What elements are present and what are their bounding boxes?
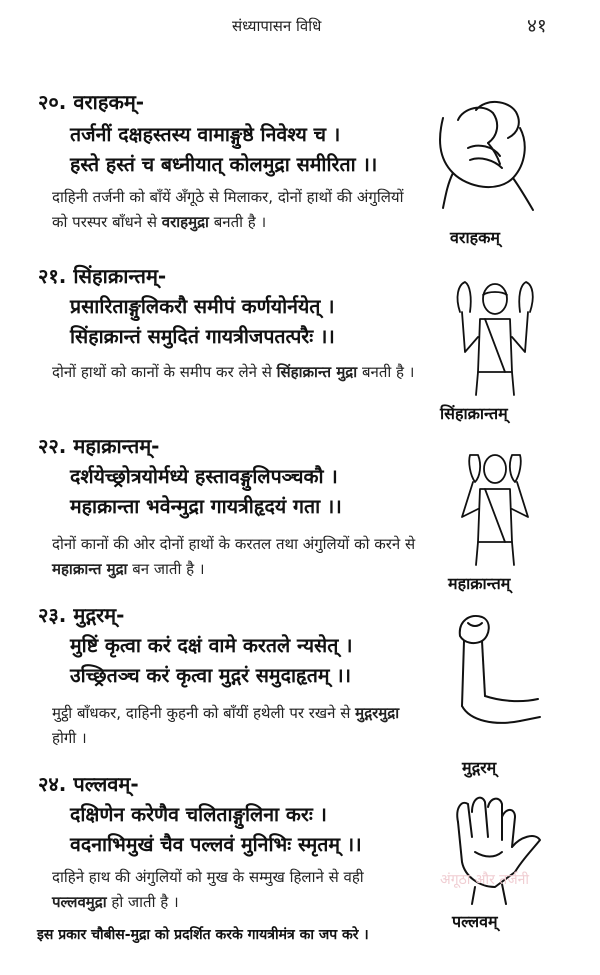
verse-line-1: मुष्टिं कृत्वा करं दक्षं वामे करतले न्यसेत् । (70, 634, 353, 657)
mudra-section-varahakam (0, 88, 600, 258)
verse-line-1: दक्षिणेन करेणैव चलिताङ्गुलिना करः । (70, 803, 327, 826)
running-title: संध्यापासन विधि (232, 17, 322, 35)
description-text: दोनों कानों की ओर दोनों हाथों के करतल तथा अंगुलियों को करने से (52, 535, 416, 553)
mudra-name: सिंहाक्रान्त मुद्रा (276, 363, 358, 381)
figure-caption: वराहकम् (450, 228, 500, 247)
mudra-section-mudgaram (0, 601, 600, 777)
page-number: ४१ (527, 15, 547, 37)
verse-line-1: दर्शयेच्छ्रोत्रयोर्मध्ये हस्तावङ्गुलिपञ्चकौ । (70, 465, 338, 488)
figure-caption: सिंहाक्रान्तम् (440, 404, 508, 423)
mudra-section-mahakrantam (0, 432, 600, 597)
mudgara-arm-illustration (440, 611, 590, 751)
description-text: दाहिने हाथ की अंगुलियों को मुख के सम्मुख हिलाने से वही (52, 868, 364, 886)
varaha-hands-illustration (428, 98, 578, 213)
figure-caption: मुद्गरम् (462, 758, 497, 777)
figure-caption: पल्लवम् (452, 912, 498, 931)
bleed-through-text: अंगूठा और तर्जनी (440, 872, 530, 888)
verse-line-2: हस्ते हस्तं च बध्नीयात् कोलमुद्रा समीरिता ।। (70, 153, 378, 176)
verse-line-2: उच्छ्रितञ्च करं कृत्वा मुद्गरं समुदाहृतम् ।। (70, 664, 352, 687)
section-title: २२. महाक्रान्तम्- (38, 434, 160, 458)
pallava-hand-illustration (440, 792, 590, 907)
description-end: बन जाती है । (132, 560, 205, 578)
description-end: बनती है । (361, 363, 415, 381)
verse-line-2: वदनाभिमुखं चैव पल्लवं मुनिभिः स्मृतम् ।। (70, 833, 362, 856)
mahakranta-figure-illustration (440, 447, 590, 567)
description (52, 701, 422, 751)
verse-line-1: तर्जनीं दक्षहस्तस्य वामाङ्गुष्ठे निवेश्य च । (70, 123, 341, 146)
section-title: २४. पल्लवम्- (38, 772, 139, 796)
verse-line-1: प्रसारिताङ्गुलिकरौ समीपं कर्णयोर्नयेत् । (70, 295, 335, 318)
description-end: होगी । (52, 729, 87, 747)
mudra-section-pallavam (0, 770, 600, 931)
mudra-name: पल्लवमुद्रा (52, 893, 107, 911)
description (52, 185, 422, 235)
simhakranta-figure-illustration (440, 277, 590, 397)
description-end: बनती है । (213, 213, 267, 231)
figure-caption: महाक्रान्तम् (448, 574, 511, 593)
mudra-name: वराहमुद्रा (161, 213, 209, 231)
mudra-section-simhakrantam (0, 262, 600, 422)
section-title: २३. मुद्गरम्- (38, 603, 125, 627)
description-text: दाहिनी तर्जनी को बाँयें अँगूठे से मिलाकर, दोनों हाथों की अंगुलियों को परस्पर बाँधने से (52, 188, 404, 231)
description (52, 532, 422, 582)
verse-line-2: सिंहाक्रान्तं समुदितं गायत्रीजपतत्परैः ।। (70, 325, 335, 348)
closing-instruction: इस प्रकार चौबीस-मुद्रा को प्रदर्शित करके गायत्रीमंत्र का जप करे । (37, 927, 369, 943)
page-header (0, 10, 600, 40)
section-title: २०. वराहकम्- (38, 90, 145, 114)
mudra-name: महाक्रान्त मुद्रा (52, 560, 128, 578)
description-text: मुट्ठी बाँधकर, दाहिनी कुहनी को बाँयीं हथेली पर रखने से (52, 704, 351, 722)
description-text: दोनों हाथों को कानों के समीप कर लेने से (52, 363, 272, 381)
description (52, 360, 422, 385)
verse-line-2: महाक्रान्ता भवेन्मुद्रा गायत्रीहृदयं गता ।। (70, 495, 342, 518)
mudra-name: मुद्गरमुद्रा (355, 704, 400, 722)
description-end: हो जाती है । (111, 893, 179, 911)
description (52, 865, 422, 915)
section-title: २१. सिंहाक्रान्तम्- (38, 264, 167, 288)
